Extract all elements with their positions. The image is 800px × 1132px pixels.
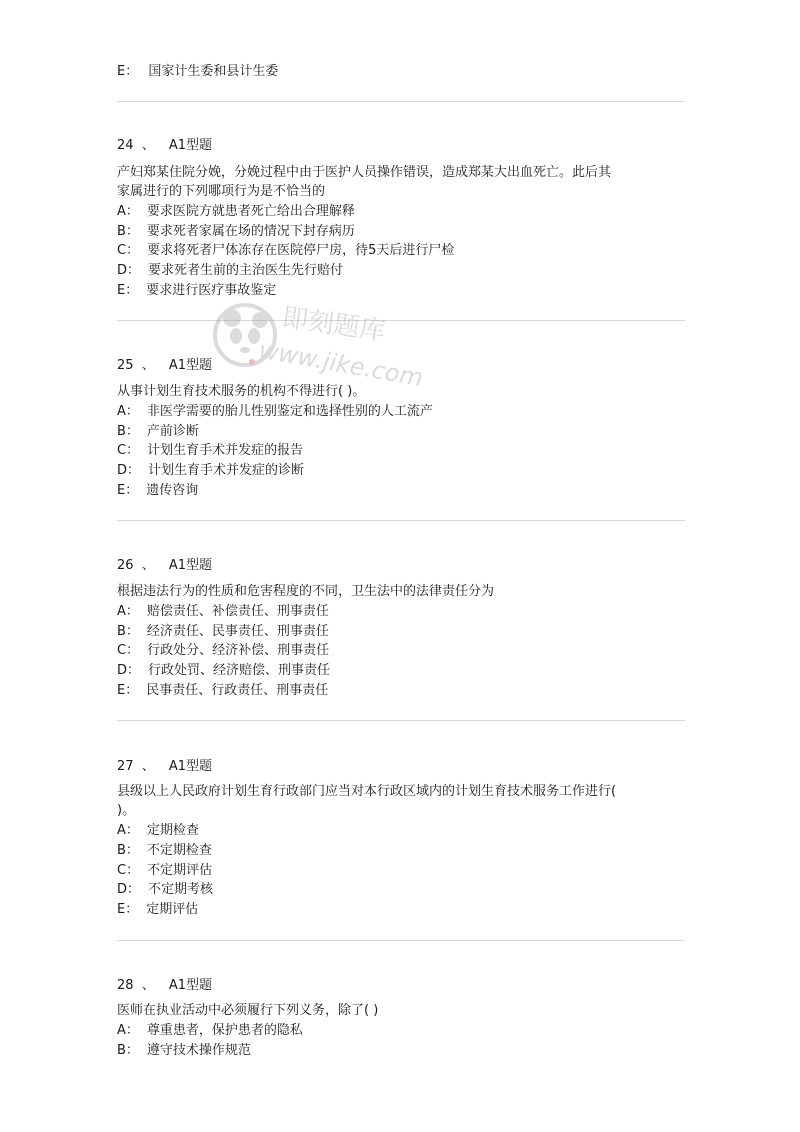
question-type: A1型题 xyxy=(168,358,213,373)
question-type: A1型题 xyxy=(168,759,213,774)
question-number: 25 xyxy=(117,358,134,373)
option-text: 经济责任、民事责任、刑事责任 xyxy=(146,624,329,639)
option-label: A： xyxy=(117,404,139,419)
option-label: C： xyxy=(117,863,140,878)
question-separator: 、 xyxy=(141,358,155,373)
question-stem: 家属进行的下列哪项行为是不恰当的 xyxy=(117,184,326,199)
question-header xyxy=(117,556,687,576)
option-a xyxy=(117,821,687,841)
option-text: 遗传咨询 xyxy=(146,483,199,498)
question-type: A1型题 xyxy=(168,138,213,153)
question-header xyxy=(117,976,687,996)
option-b xyxy=(117,622,687,642)
option-text: 行政处分、经济补偿、刑事责任 xyxy=(147,643,330,658)
question-header xyxy=(117,757,687,777)
option-text: 不定期检查 xyxy=(146,843,212,858)
option-label: D： xyxy=(117,463,141,478)
option-text: 尊重患者，保护患者的隐私 xyxy=(146,1023,303,1038)
option-b xyxy=(117,1041,687,1061)
option-text: 不定期评估 xyxy=(147,863,213,878)
option-c xyxy=(117,641,687,661)
question-type: A1型题 xyxy=(168,558,213,573)
option-text: 要求死者生前的主治医生先行赔付 xyxy=(148,263,344,278)
question-separator: 、 xyxy=(141,558,155,573)
question-header xyxy=(117,136,687,156)
question-number: 28 xyxy=(117,978,134,993)
question-stem: 产妇郑某住院分娩，分娩过程中由于医护人员操作错误，造成郑某大出血死亡。此后其 xyxy=(117,165,612,180)
option-a xyxy=(117,202,687,222)
section-divider xyxy=(117,720,685,721)
section-divider xyxy=(117,101,685,102)
question-number: 24 xyxy=(117,138,134,153)
option-text: 计划生育手术并发症的报告 xyxy=(147,443,304,458)
watermark-url: www.jike.com xyxy=(256,335,426,393)
question-stem: )。 xyxy=(117,803,136,818)
option-b xyxy=(117,841,687,861)
question-number: 26 xyxy=(117,558,134,573)
option-c xyxy=(117,441,687,461)
option-e xyxy=(117,481,687,501)
option-text: 要求进行医疗事故鉴定 xyxy=(146,283,277,298)
option-b xyxy=(117,422,687,442)
option-c xyxy=(117,241,687,261)
option-text: 遵守技术操作规范 xyxy=(146,1043,251,1058)
option-a xyxy=(117,602,687,622)
option-text: 非医学需要的胎儿性别鉴定和选择性别的人工流产 xyxy=(146,404,433,419)
option-label: E： xyxy=(117,64,139,79)
option-label: D： xyxy=(117,263,141,278)
option-e xyxy=(117,681,687,701)
option-row xyxy=(117,62,687,82)
option-text: 产前诊断 xyxy=(146,424,199,439)
option-text: 行政处罚、经济赔偿、刑事责任 xyxy=(148,663,331,678)
option-label: E： xyxy=(117,283,139,298)
option-label: B： xyxy=(117,224,139,239)
option-text: 要求医院方就患者死亡给出合理解释 xyxy=(146,204,355,219)
watermark-brand: 即刻题库 xyxy=(280,302,388,348)
option-text: 国家计生委和县计生委 xyxy=(148,64,279,79)
question-stem: 从事计划生育技术服务的机构不得进行( )。 xyxy=(117,384,366,399)
option-text: 定期检查 xyxy=(146,823,199,838)
option-d xyxy=(117,261,687,281)
option-label: A： xyxy=(117,204,139,219)
option-d xyxy=(117,461,687,481)
option-d xyxy=(117,880,687,900)
option-label: E： xyxy=(117,902,139,917)
option-label: B： xyxy=(117,624,139,639)
option-e xyxy=(117,900,687,920)
option-c xyxy=(117,861,687,881)
option-label: E： xyxy=(117,683,139,698)
question-header xyxy=(117,356,687,376)
question-separator: 、 xyxy=(141,759,155,774)
question-stem: 县级以上人民政府计划生育行政部门应当对本行政区域内的计划生育技术服务工作进行( xyxy=(117,784,617,799)
option-text: 民事责任、行政责任、刑事责任 xyxy=(146,683,329,698)
option-text: 计划生育手术并发症的诊断 xyxy=(148,463,305,478)
option-text: 要求死者家属在场的情况下封存病历 xyxy=(146,224,355,239)
option-a xyxy=(117,1021,687,1041)
option-label: D： xyxy=(117,663,141,678)
option-text: 要求将死者尸体冻存在医院停尸房，待5天后进行尸检 xyxy=(147,243,455,258)
option-label: A： xyxy=(117,1023,139,1038)
option-text: 定期评估 xyxy=(146,902,199,917)
option-label: B： xyxy=(117,843,139,858)
section-divider xyxy=(117,520,685,521)
option-label: B： xyxy=(117,1043,139,1058)
option-label: E： xyxy=(117,483,139,498)
option-d xyxy=(117,661,687,681)
option-label: D： xyxy=(117,882,141,897)
section-divider xyxy=(117,320,685,321)
option-a xyxy=(117,402,687,422)
question-type: A1型题 xyxy=(168,978,213,993)
question-separator: 、 xyxy=(141,978,155,993)
question-stem: 医师在执业活动中必须履行下列义务，除了( ) xyxy=(117,1003,379,1018)
option-label: A： xyxy=(117,823,139,838)
option-text: 不定期考核 xyxy=(148,882,214,897)
option-text: 赔偿责任、补偿责任、刑事责任 xyxy=(146,604,329,619)
option-label: C： xyxy=(117,443,140,458)
option-label: C： xyxy=(117,243,140,258)
question-number: 27 xyxy=(117,759,134,774)
option-e xyxy=(117,281,687,301)
question-stem: 根据违法行为的性质和危害程度的不同，卫生法中的法律责任分为 xyxy=(117,584,495,599)
option-label: C： xyxy=(117,643,140,658)
question-separator: 、 xyxy=(141,138,155,153)
option-label: B： xyxy=(117,424,139,439)
section-divider xyxy=(117,940,685,941)
option-label: A： xyxy=(117,604,139,619)
option-b xyxy=(117,222,687,242)
